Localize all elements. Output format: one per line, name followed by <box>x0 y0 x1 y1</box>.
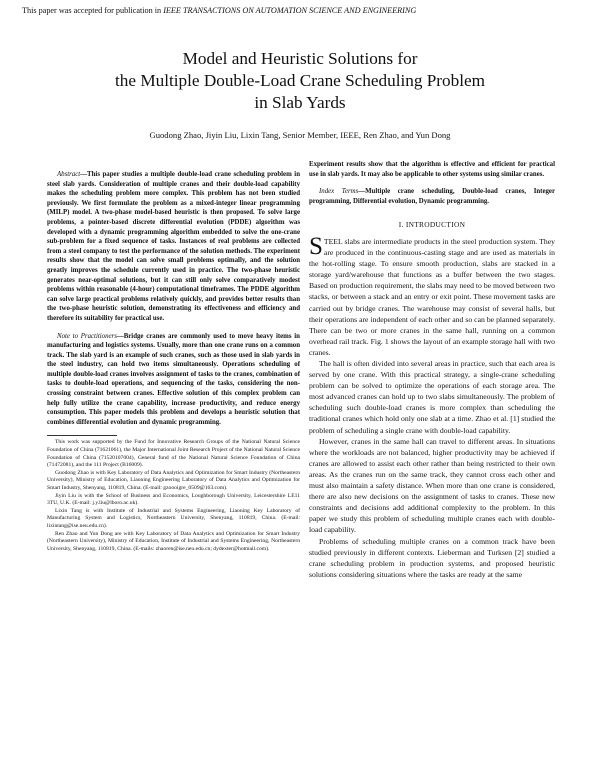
section-title: INTRODUCTION <box>405 220 466 230</box>
footnote-author-tang: Lixin Tang is with Institute of Industrial and Systems Engineering, Liaoning Key Laboratory of Manufacturing System and Logistics, Northeastern University, Shenyang, 110819, China. (E-mail: lixintang@ise.neu.edu.cn). <box>47 507 300 529</box>
drop-cap: S <box>309 232 323 260</box>
section-number: I. <box>398 220 404 230</box>
intro-paragraph-3: However, cranes in the same hall can travel to different areas. In situations where the workloads are not balanced, higher productivity may be achieved if cranes are allowed to assist each other rather than being restricted to their own areas. As the cranes run on the same track, they cannot cross each other and must also maintain a safety distance. When more than one crane is considered, there are also new decisions on the assignment of tasks to cranes. These new constraints and decisions add additional complexity to the problem. In this paper we study this problem of scheduling multiple cranes each with double-load capability. <box>309 436 555 535</box>
index-terms <box>309 187 555 206</box>
title-line-2: the Multiple Double-Load Crane Scheduling Problem <box>115 71 485 90</box>
header-prefix: This paper was accepted for publication in <box>22 6 164 15</box>
footnote-divider <box>47 435 117 436</box>
intro-paragraph-1 <box>309 232 555 358</box>
header-journal: IEEE TRANSACTIONS ON AUTOMATION SCIENCE AND ENGINEERING <box>163 6 417 15</box>
intro-paragraph-4: Problems of scheduling multiple cranes on a common track have been studied previously in different contexts. Lieberman and Turksen [2] studied a crane scheduling problem in production systems, and proposed heuristic solutions considering situations where the tasks are ready at the same <box>309 536 555 579</box>
note-label: Note to Practitioners <box>57 332 117 340</box>
footnote-author-liu: Jiyin Liu is with the School of Business and Economics, Loughborough University, Leicestershire LE11 3TU, U.K. (E-mail: j.y.liu@lboro.ac.uk). <box>47 492 300 507</box>
left-column <box>47 170 300 553</box>
footnote-author-zhao: Guodong Zhao is with Key Laboratory of Data Analytics and Optimization for Smart Industry (Northeastern University), Ministry of Education, Liaoning Engineering Laboratory of Data Analytics and Optimization for Smart Industry, Shenyang, 110819, China. (E-mail: gzoooigre_0509@163.com). <box>47 469 300 491</box>
footnote-funding: This work was supported by the Fund for Innovative Research Groups of the National Natural Science Foundation of China (71621061), the Major International Joint Research Project of the National Natural Science Foundation of China (71520107004), General fund of the National Natural Science Foundation of China (71472081), and the 111 Project (B16009). <box>47 439 300 469</box>
abstract <box>47 170 300 324</box>
intro-paragraph-2: The hall is often divided into several areas in practice, such that each area is served by one crane. With this practical strategy, a single-crane scheduling problem can be solved to optimize the operations of each storage area. The most advanced cranes can hold up to two slabs simultaneously. The problem of scheduling such double-load cranes is more complex than scheduling the traditional cranes which hold only one slab at a time. Zhao et al. [1] studied the problem of scheduling a single crane with double-load capability. <box>309 359 555 435</box>
index-terms-text: —Multiple crane scheduling, Double-load cranes, Integer programming, Differential evolution, Dynamic programming. <box>309 188 555 205</box>
author-list: Guodong Zhao, Jiyin Liu, Lixin Tang, Senior Member, IEEE, Ren Zhao, and Yun Dong <box>149 130 451 140</box>
index-terms-label: Index Terms <box>319 188 359 196</box>
section-heading <box>309 220 555 230</box>
footnote-authors-zhao-dong: Ren Zhao and Yun Dong are with Key Laboratory of Data Analytics and Optimization for Smart Industry (Northeastern University), Ministry of Education, Institute of Industrial and Systems Engineering, Northeastern University, Shenyang, 110819, China. (E-mails: zhaoren@ise.neu.edu.cn; dydexter@hotmail.com). <box>47 530 300 552</box>
running-header <box>22 6 416 15</box>
abstract-label: Abstract <box>57 171 81 178</box>
title-line-3: in Slab Yards <box>254 93 346 112</box>
right-column <box>309 160 555 580</box>
note-to-practitioners <box>47 332 300 428</box>
title-line-1: Model and Heuristic Solutions for <box>182 49 418 68</box>
abstract-text: —This paper studies a multiple double-load crane scheduling problem in steel slab yards. Consideration of multiple cranes and their double-load capability makes the scheduling problem more complex. This problem has not been studied previously. We first formulate the problem as a mixed-integer linear programming (MILP) model. A two-phase model-based heuristic is then proposed. To solve large problems, a pointer-based discrete differential evolution (PDDE) algorithm was developed with a dynamic programming algorithm embedded to solve the one-crane sub-problem for a fixed sequence of tasks. Instances of real problems are collected from a steel company to test the performance of the solution methods. The experiment results show that the model can solve small problems optimally, and the solution greatly improves the schedule currently used in practice. The two-phase heuristic generates near-optimal solutions, but it can still only solve comparatively modest problems within reasonable (4-hour) computational timeframes. The PDDE algorithm can solve large practical problems relatively quickly, and provides better results than the two-phase heuristic solution, demonstrating its effectiveness and efficiency and therefore its suitability for practical use. <box>47 171 300 322</box>
note-text: —Bridge cranes are commonly used to move heavy items in manufacturing and logistics systems. Usually, more than one crane runs on a common track. The slab yard is an example of such cranes, such as those used in slab yards in the steel industry, can hold two items simultaneously. Operations scheduling of multiple double-load cranes involves assignment of tasks to the cranes, combination of tasks to double-load operations, and sequencing of the tasks, considering the non-crossing constraint between cranes. Effective solution of this complex problem can help fully utilize the crane capability, increase productivity, and reduce energy consumption. This paper models this problem and develops a heuristic solution that combines differential evolution and dynamic programming. <box>47 332 300 426</box>
note-continuation: Experiment results show that the algorithm is effective and efficient for practical use in slab yards. It may also be applicable to other systems using similar cranes. <box>309 161 555 178</box>
paper-title <box>0 48 600 114</box>
intro-p1-text: TEEL slabs are intermediate products in the steel production system. They are produced in the continuous-casting stage and are used as materials in the hot-rolling stage. To ensure smooth production, slabs are stacked in a storage yard/warehouse that functions as a buffer between the two stages. Based on production requirement, the slabs may need to be moved between two stacks, or between a stack and an entry or exit point. These movement tasks are carried out by bridge cranes. The warehouse may consist of several halls, but their operations are independent of each other and so can be planned separately. There can be two or more cranes in the same hall, running on a common overhead rail track. Fig. 1 shows the layout of an example storage hall with two cranes. <box>309 236 555 357</box>
